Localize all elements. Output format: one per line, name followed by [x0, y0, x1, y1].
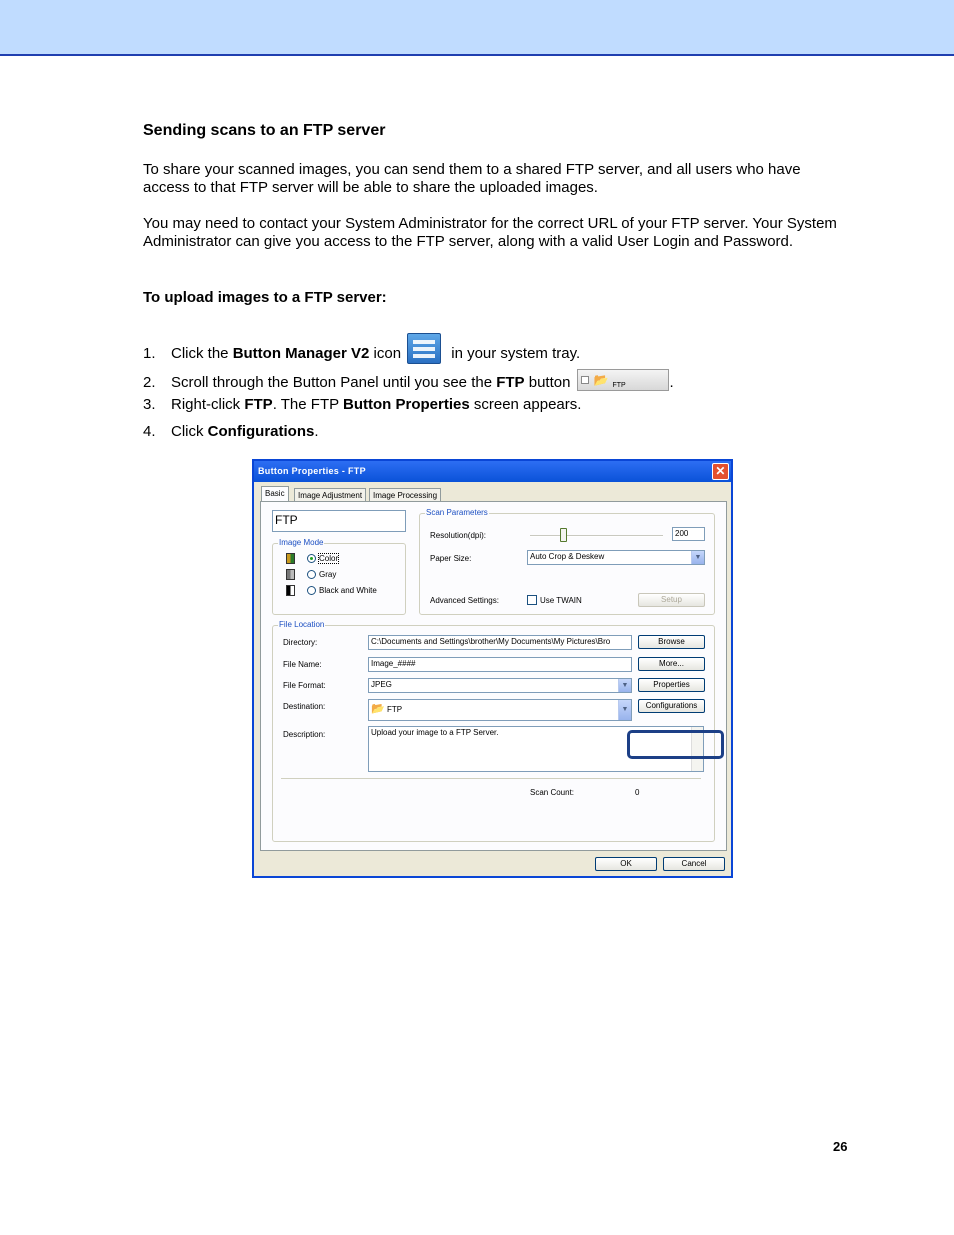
section-title: Sending scans to an FTP server [143, 122, 386, 139]
button-manager-icon [407, 333, 441, 364]
bw-radio[interactable] [307, 586, 316, 595]
ftp-folder-icon: 📂 [593, 373, 609, 387]
destination-select[interactable]: 📂 FTP ▼ [368, 699, 632, 721]
advanced-settings-label: Advanced Settings: [430, 596, 499, 605]
description-label: Description: [283, 730, 326, 739]
basic-panel [260, 501, 727, 851]
ftp-folder-icon: 📂 [371, 703, 385, 715]
paper-size-label: Paper Size: [430, 554, 472, 563]
browse-button[interactable]: Browse [638, 635, 705, 649]
directory-field[interactable]: C:\Documents and Settings\brother\My Documents\My Pictures\Bro [368, 635, 632, 650]
tab-image-adjustment[interactable]: Image Adjustment [294, 488, 366, 502]
intro-paragraph: To share your scanned images, you can send them to a shared FTP server, and all users who have access to that FTP server will be able to share the uploaded images. [143, 161, 801, 196]
use-twain-label: Use TWAIN [540, 596, 582, 605]
resolution-label: Resolution(dpi): [430, 531, 487, 540]
color-mode-icon [286, 553, 295, 564]
ftp-button-image: 📂 FTP [577, 369, 669, 391]
file-format-label: File Format: [283, 681, 326, 690]
file-format-select[interactable]: JPEG ▼ [368, 678, 632, 693]
configurations-button[interactable]: Configurations [638, 699, 705, 713]
page-number: 26 [833, 1139, 848, 1154]
ok-button[interactable]: OK [595, 857, 657, 871]
step-4: 4. Click Configurations. [143, 423, 319, 440]
color-radio[interactable] [307, 554, 316, 563]
image-mode-group: Image Mode Color Gray Black and White [272, 543, 406, 615]
page-header-band [0, 0, 954, 56]
chevron-down-icon[interactable]: ▼ [618, 700, 631, 720]
description-field[interactable]: Upload your image to a FTP Server. [368, 726, 704, 772]
chevron-down-icon[interactable]: ▼ [691, 551, 704, 564]
use-twain-checkbox[interactable] [527, 595, 537, 605]
scan-count-value: 0 [635, 788, 640, 797]
step-3: 3. Right-click FTP. The FTP Button Properties screen appears. [143, 396, 582, 413]
divider [281, 778, 701, 779]
tab-image-processing[interactable]: Image Processing [369, 488, 441, 502]
bw-label: Black and White [319, 586, 377, 595]
close-icon[interactable]: ✕ [712, 463, 729, 480]
step-2: 2. Scroll through the Button Panel until you see the FTP button 📂 FTP . [143, 369, 674, 392]
resolution-slider-thumb[interactable] [560, 528, 567, 542]
procedure-heading: To upload images to a FTP server: [143, 289, 387, 306]
resolution-slider-track[interactable] [530, 535, 663, 537]
setup-button[interactable]: Setup [638, 593, 705, 607]
gray-radio[interactable] [307, 570, 316, 579]
file-location-group: File Location Directory: C:\Documents and Settings\brother\My Documents\My Pictures\Bro Browse File Name: Image_#### More... File Format: JPEG ▼ Properties Destination: 📂 FTP ▼ Configurations Description: Upload your image to a FTP Server. Scan Count: 0 [272, 625, 715, 842]
bw-mode-icon [286, 585, 295, 596]
destination-label: Destination: [283, 702, 326, 711]
paper-size-select[interactable]: Auto Crop & Deskew ▼ [527, 550, 705, 565]
color-label: Color [319, 554, 339, 563]
gray-mode-icon [286, 569, 295, 580]
cancel-button[interactable]: Cancel [663, 857, 725, 871]
scan-count-label: Scan Count: [530, 788, 575, 797]
dialog-titlebar [254, 461, 731, 482]
more-button[interactable]: More... [638, 657, 705, 671]
step-1: 1. Click the Button Manager V2 icon in your system tray. [143, 333, 580, 364]
button-name-field[interactable]: FTP [272, 510, 406, 532]
gray-label: Gray [319, 570, 337, 579]
button-properties-dialog [252, 459, 733, 878]
resolution-field[interactable]: 200 [672, 527, 705, 541]
chevron-down-icon[interactable]: ▼ [618, 679, 631, 692]
directory-label: Directory: [283, 638, 318, 647]
properties-button[interactable]: Properties [638, 678, 705, 692]
configurations-highlight [627, 730, 724, 759]
scan-parameters-group: Scan Parameters Resolution(dpi): 200 Paper Size: Auto Crop & Deskew ▼ Advanced Settings: Use TWAIN Setup [419, 513, 715, 615]
tab-basic[interactable]: Basic [261, 486, 289, 503]
dialog-title: Button Properties - FTP [258, 466, 366, 476]
file-name-field[interactable]: Image_#### [368, 657, 632, 672]
admin-paragraph: You may need to contact your System Administrator for the correct URL of your FTP server. Your System Administrator can give you access to the FTP server, along with a valid User Login and Password. [143, 215, 837, 250]
file-name-label: File Name: [283, 660, 322, 669]
